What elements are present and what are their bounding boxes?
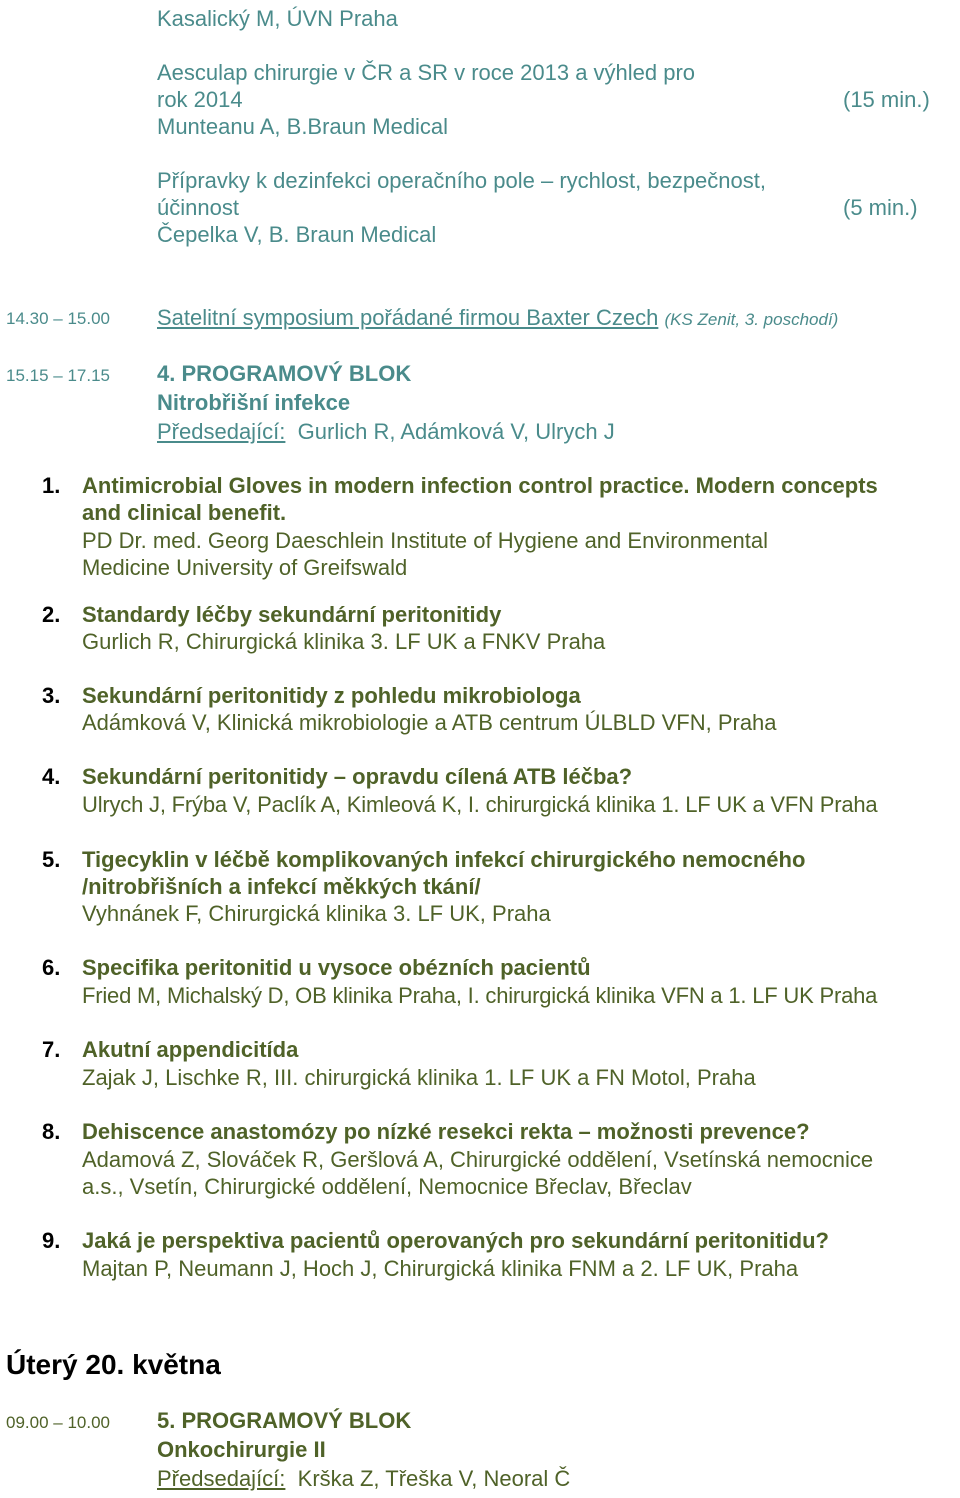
block-topic: Onkochirurgie II [157,1437,326,1462]
talk-authors: Vyhnánek F, Chirurgická klinika 3. LF UK, Praha [82,901,551,926]
symposium-title: Satelitní symposium pořádané firmou Baxter Czech [157,305,659,330]
talk-title: účinnost [157,195,239,220]
time-range: 09.00 – 10.00 [6,1413,110,1432]
talk-title: Dehiscence anastomózy po nízké resekci rekta – možnosti prevence? [82,1119,810,1144]
time-end: 10.00 [67,1413,110,1432]
block-chairs-line [157,1465,570,1492]
block-chairs-line [157,418,615,445]
talk-authors: Gurlich R, Chirurgická klinika 3. LF UK a FNKV Praha [82,629,606,654]
time-start: 09.00 [6,1413,49,1432]
talk-title: Standardy léčby sekundární peritonitidy [82,602,502,627]
talk-number: 6. [42,955,61,980]
block-name: 4. PROGRAMOVÝ BLOK [157,361,412,386]
talk-number: 9. [42,1228,61,1253]
talk-authors: PD Dr. med. Georg Daeschlein Institute of Hygiene and Environmental [82,528,769,553]
talk-authors: a.s., Vsetín, Chirurgické oddělení, Nemocnice Břeclav, Břeclav [82,1174,692,1199]
talk-number: 8. [42,1119,61,1144]
talk-duration: (15 min.) [843,87,930,112]
talk-authors: Ulrych J, Frýba V, Paclík A, Kimleová K, I. chirurgická klinika 1. LF UK a VFN Praha [82,792,878,817]
chairs: Gurlich R, Adámková V, Ulrych J [297,419,615,444]
talk-authors: Čepelka V, B. Braun Medical [157,222,437,247]
time-start: 14.30 [6,309,49,328]
talk-title: Aesculap chirurgie v ČR a SR v roce 2013 a výhled pro [157,60,696,85]
talk-authors: Munteanu A, B.Braun Medical [157,114,449,139]
time-range: 14.30 – 15.00 [6,309,110,328]
chair-label: Předsedající: [157,1466,286,1491]
symposium-line [157,304,838,331]
talk-authors: Medicine University of Greifswald [82,555,408,580]
time-end: 15.00 [67,309,110,328]
talk-title: Sekundární peritonitidy z pohledu mikrobiologa [82,683,581,708]
talk-title: /nitrobřišních a infekcí měkkých tkání/ [82,874,481,899]
talk-title: Sekundární peritonitidy – opravdu cílená ATB léčba? [82,764,633,789]
author-line: Kasalický M, ÚVN Praha [157,6,398,31]
talk-number: 7. [42,1037,61,1062]
talk-title: Antimicrobial Gloves in modern infection control practice. Modern concepts [82,473,878,498]
talk-title: Jaká je perspektiva pacientů operovaných pro sekundární peritonitidu? [82,1228,829,1253]
time-start: 15.15 [6,366,49,385]
day-heading: Úterý 20. května [6,1349,221,1380]
talk-title: rok 2014 [157,87,243,112]
block-name: 5. PROGRAMOVÝ BLOK [157,1408,412,1433]
symposium-location: (KS Zenit, 3. poschodí) [664,310,839,329]
chairs: Krška Z, Třeška V, Neoral Č [297,1466,571,1491]
time-range: 15.15 – 17.15 [6,366,110,385]
talk-authors: Zajak J, Lischke R, III. chirurgická klinika 1. LF UK a FN Motol, Praha [82,1065,756,1090]
talk-number: 4. [42,764,61,789]
talk-title: and clinical benefit. [82,500,287,525]
talk-number: 1. [42,473,61,498]
talk-title: Přípravky k dezinfekci operačního pole – rychlost, bezpečnost, [157,168,766,193]
talk-authors: Majtan P, Neumann J, Hoch J, Chirurgická klinika FNM a 2. LF UK, Praha [82,1256,799,1281]
talk-title: Tigecyklin v léčbě komplikovaných infekcí chirurgického nemocného [82,847,806,872]
chair-label: Předsedající: [157,419,286,444]
time-end: 17.15 [67,366,110,385]
talk-duration: (5 min.) [843,195,918,220]
talk-title: Specifika peritonitid u vysoce obézních pacientů [82,955,591,980]
talk-authors: Fried M, Michalský D, OB klinika Praha, I. chirurgická klinika VFN a 1. LF UK Praha [82,983,878,1008]
talk-number: 2. [42,602,61,627]
block-topic: Nitrobřišní infekce [157,390,351,415]
talk-authors: Adámková V, Klinická mikrobiologie a ATB centrum ÚLBLD VFN, Praha [82,710,777,735]
talk-number: 5. [42,847,61,872]
talk-authors: Adamová Z, Slováček R, Geršlová A, Chirurgické oddělení, Vsetínská nemocnice [82,1147,874,1172]
talk-title: Akutní appendicitída [82,1037,299,1062]
talk-number: 3. [42,683,61,708]
